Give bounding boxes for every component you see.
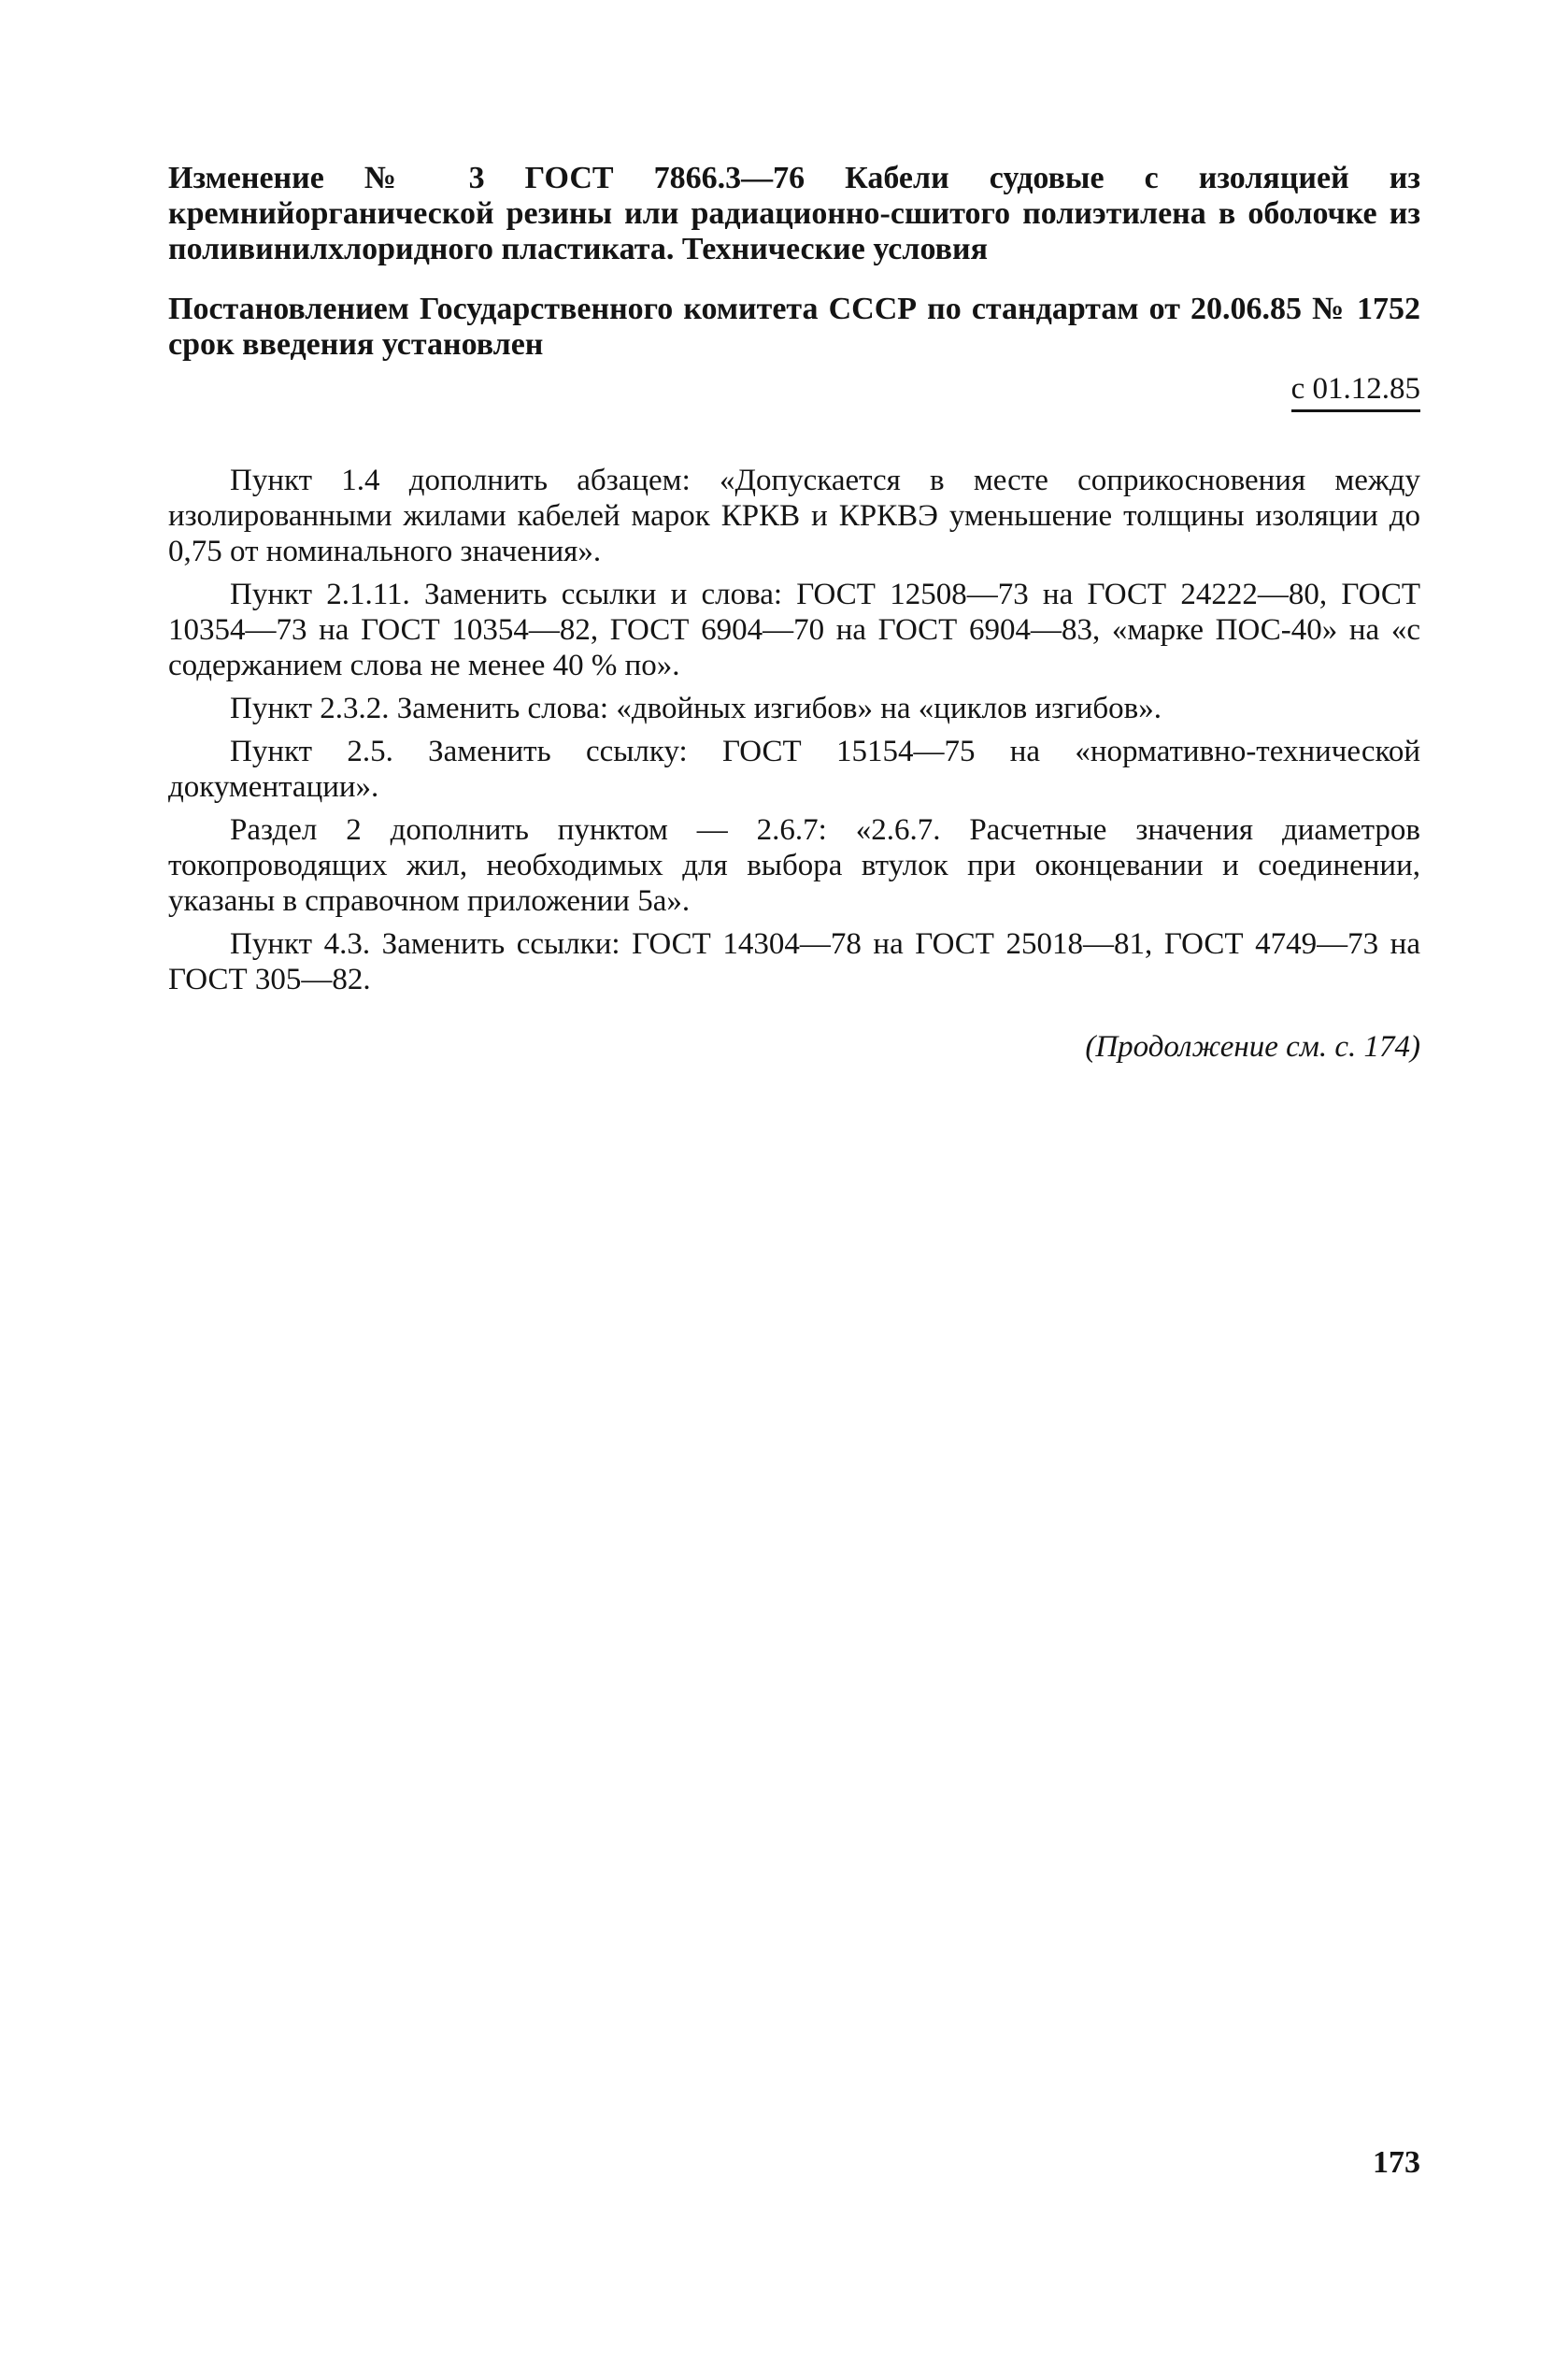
paragraph-6: Пункт 4.3. Заменить ссылки: ГОСТ 14304—78 на ГОСТ 25018—81, ГОСТ 4749—73 на ГОСТ 305—82. — [168, 927, 1420, 996]
page-number: 173 — [1373, 2145, 1420, 2180]
continuation-note: (Продолжение см. с. 174) — [1085, 1030, 1420, 1064]
decree-statement: Постановлением Государственного комитета СССР по стандартам от 20.06.85 № 1752 срок введения установлен — [168, 292, 1420, 362]
effective-date-line — [168, 370, 1420, 412]
amendment-heading: Изменение № 3 ГОСТ 7866.3—76 Кабели судовые с изоляцией из кремнийорганической резины или радиационно-сшитого полиэтилена в оболочке из поливинилхлоридного пластиката. Технические условия — [168, 161, 1420, 266]
paragraph-3: Пункт 2.3.2. Заменить слова: «двойных изгибов» на «циклов изгибов». — [230, 692, 1162, 725]
amendment-body — [168, 463, 1420, 997]
document-page — [168, 161, 1420, 1065]
paragraph-2: Пункт 2.1.11. Заменить ссылки и слова: ГОСТ 12508—73 на ГОСТ 24222—80, ГОСТ 10354—73 на ГОСТ 10354—82, ГОСТ 6904—70 на ГОСТ 6904—83, «марке ПОС-40» на «с содержанием слова не менее 40 % по». — [168, 578, 1420, 682]
paragraph-1: Пункт 1.4 дополнить абзацем: «Допускается в месте соприкосновения между изолированными жилами кабелей марок КРКВ и КРКВЭ уменьшение толщины изоляции до 0,75 от номинального значения». — [168, 464, 1420, 568]
effective-date: с 01.12.85 — [1291, 370, 1420, 412]
paragraph-4: Пункт 2.5. Заменить ссылку: ГОСТ 15154—75 на «нормативно-технической документации». — [168, 735, 1420, 804]
paragraph-5: Раздел 2 дополнить пунктом — 2.6.7: «2.6.7. Расчетные значения диаметров токопроводящих жил, необходимых для выбора втулок при оконцевании и соединении, указаны в справочном приложении 5а». — [168, 813, 1420, 918]
